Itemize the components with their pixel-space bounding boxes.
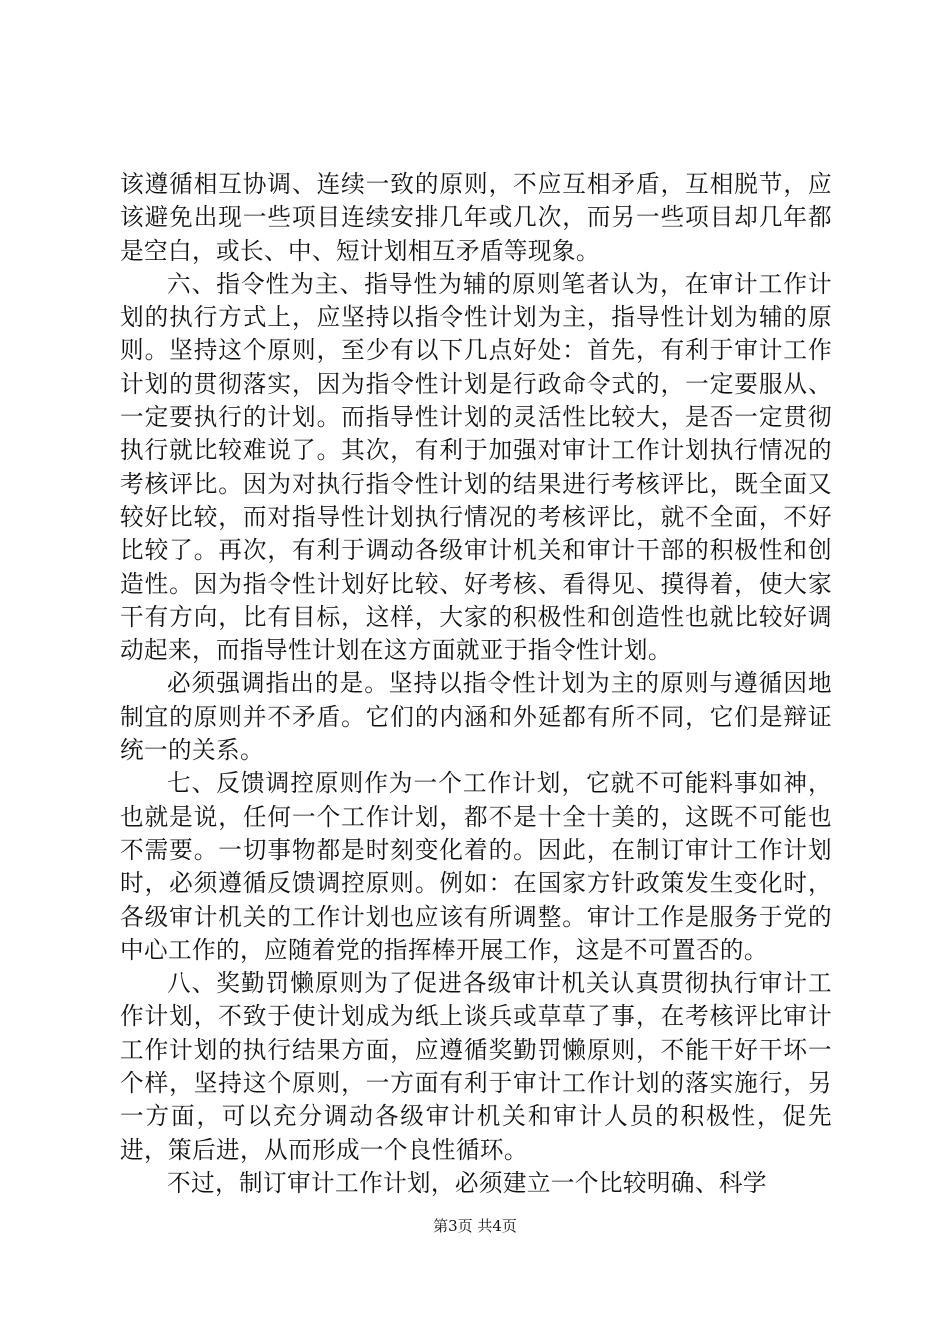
page-body bbox=[120, 168, 832, 1200]
page-footer bbox=[0, 1216, 950, 1236]
page-number-label: 第3页 共4页 bbox=[433, 1217, 517, 1235]
paragraph-principle-six: 六、指令性为主、指导性为辅的原则笔者认为，在审计工作计划的执行方式上，应坚持以指令性计划为主，指导性计划为辅的原则。坚持这个原则，至少有以下几点好处：首先，有利于审计工作计划的贯彻落实，因为指令性计划是行政命令式的，一定要服从、一定要执行的计划。而指导性计划的灵活性比较大，是否一定贯彻执行就比较难说了。其次，有利于加强对审计工作计划执行情况的考核评比。因为对执行指令性计划的结果进行考核评比，既全面又较好比较，而对指导性计划执行情况的考核评比，就不全面，不好比较了。再次，有利于调动各级审计机关和审计干部的积极性和创造性。因为指令性计划好比较、好考核、看得见、摸得着，使大家干有方向，比有目标，这样，大家的积极性和创造性也就比较好调动起来，而指导性计划在这方面就亚于指令性计划。 bbox=[120, 269, 832, 665]
paragraph-principle-eight: 八、奖勤罚懒原则为了促进各级审计机关认真贯彻执行审计工作计划，不致于使计划成为纸上谈兵或草草了事，在考核评比审计工作计划的执行结果方面，应遵循奖勤罚懒原则，不能干好干坏一个样，坚持这个原则，一方面有利于审计工作计划的落实施行，另一方面，可以充分调动各级审计机关和审计人员的积极性，促先进，策后进，从而形成一个良性循环。 bbox=[120, 969, 832, 1164]
paragraph-principle-seven: 七、反馈调控原则作为一个工作计划，它就不可能料事如神，也就是说，任何一个工作计划，都不是十全十美的，这既不可能也不需要。一切事物都是时刻变化着的。因此，在制订审计工作计划时，必须遵循反馈调控原则。例如：在国家方针政策发生变化时，各级审计机关的工作计划也应该有所调整。审计工作是服务于党的中心工作的，应随着党的指挥棒开展工作，这是不可置否的。 bbox=[120, 769, 832, 964]
paragraph-closing: 不过，制订审计工作计划，必须建立一个比较明确、科学 bbox=[167, 1168, 767, 1197]
paragraph-emphasis: 必须强调指出的是。坚持以指令性计划为主的原则与遵循因地制宜的原则并不矛盾。它们的内涵和外延都有所不同，它们是辩证统一的关系。 bbox=[120, 669, 832, 765]
paragraph-continuation: 该遵循相互协调、连续一致的原则，不应互相矛盾，互相脱节，应该避免出现一些项目连续安排几年或几次，而另一些项目却几年都是空白，或长、中、短计划相互矛盾等现象。 bbox=[120, 170, 832, 265]
